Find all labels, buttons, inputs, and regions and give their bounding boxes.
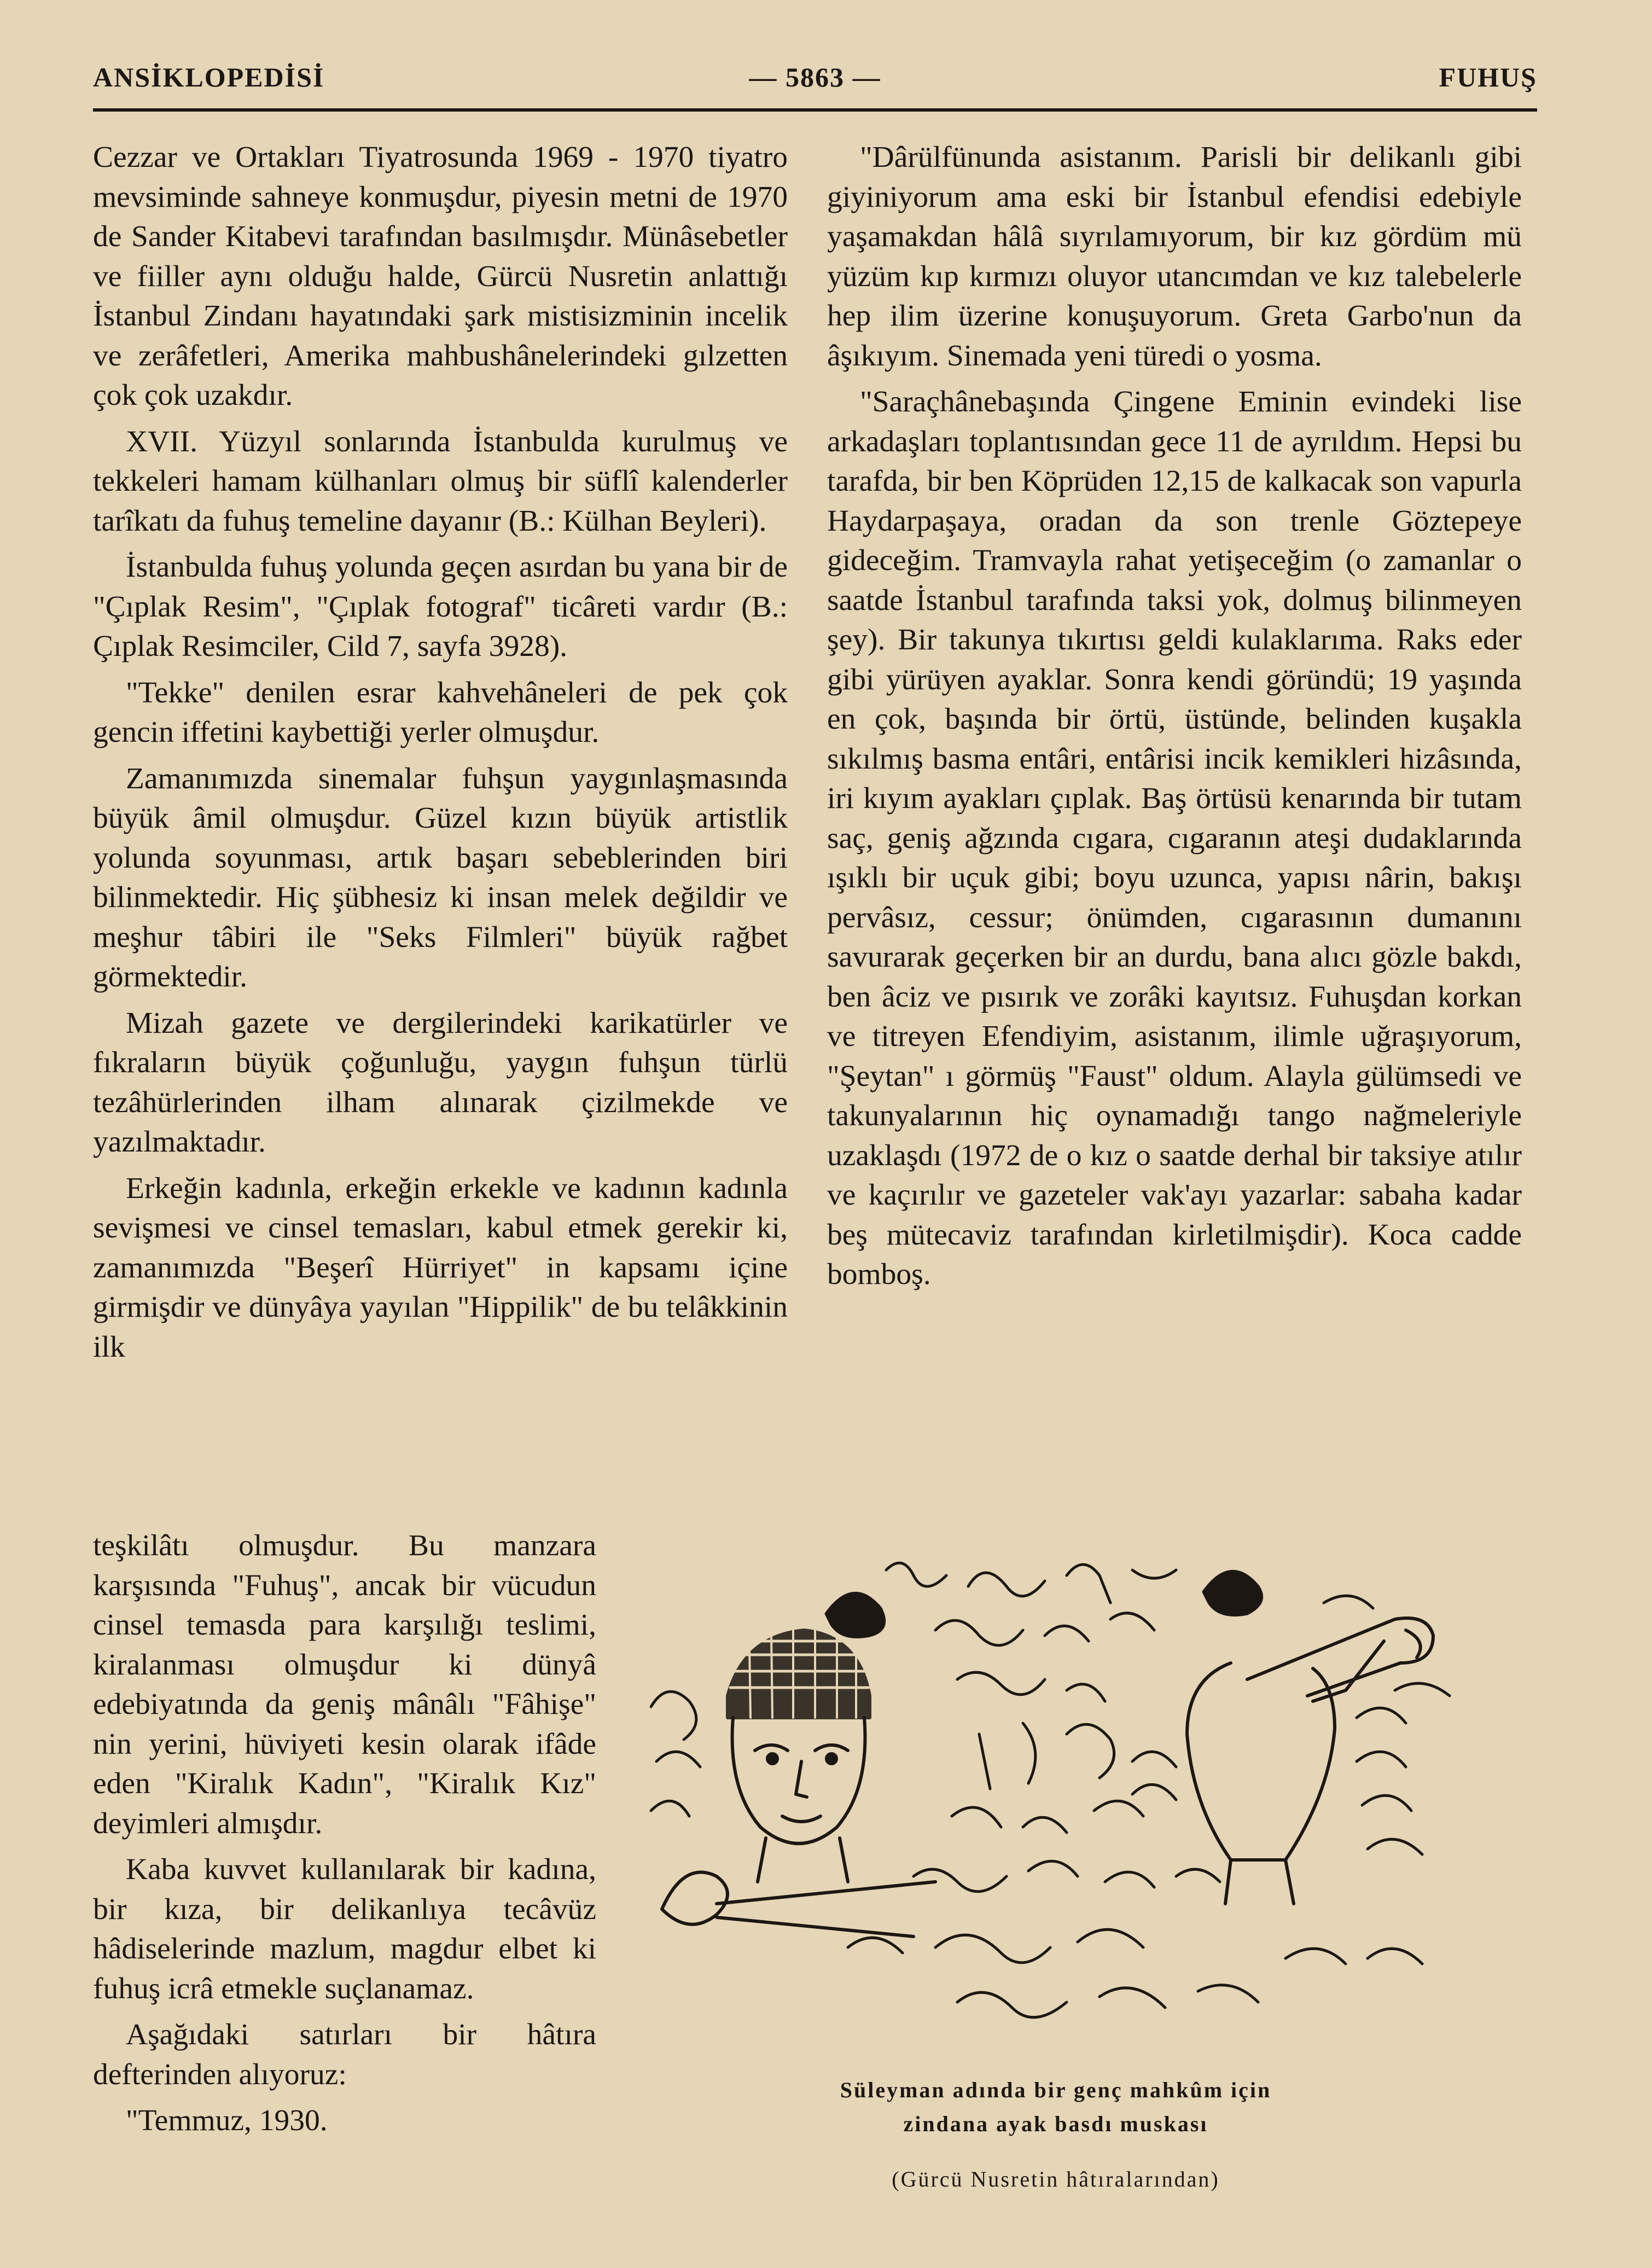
left-column-narrow <box>93 1526 596 2148</box>
amulet-illustration <box>629 1554 1482 2062</box>
paragraph: Erkeğin kadınla, erkeğin erkekle ve kadının kadınla sevişmesi ve cinsel temasları, kabul etmek gerekir ki, zamanımızda "Beşerî Hürriyet" in kapsamı içine girmişdir ve dünyâya yayılan "Hippilik" de bu telâkkinin ilk <box>93 1171 788 1364</box>
paragraph: "Saraçhânebaşında Çingene Eminin evindeki lise arkadaşları toplantısından gece 11 de ayrıldım. Hepsi bu tarafda, bir ben Köprüden 12,15 de kalkacak son vapurla Haydarpaşaya, oradan da son trenle Göztepeye gideceğim. Tramvayla rahat yetişeceğim (o zamanlar o saatde İstanbul tarafında taksi yok, dolmuş bilinmeyen şey). Bir takunya tıkırtısı geldi kulaklarıma. Raks eder gibi yürüyen ayaklar. Sonra kendi göründü; 19 yaşında en çok, başında bir örtü, üstünde, belinden kuşakla sıkılmış basma entâri, entârisi incik kemikleri hizâsında, iri kıyım ayakları çıplak. Baş örtüsü kenarında bir tutam saç, geniş ağzında cıgara, cıgaranın ateşi dudaklarında ışıklı bir uçuk gibi; boyu uzunca, yapısı nârin, bakışı pervâsız, cessur; önümden, cıgarasının dumanını savurarak geçerken bir an durdu, bana alıcı gözle bakdı, ben âciz ve pısırık ve zorâki kayıtsız. Fuhuşdan korkan ve titreyen Efendiyim, asistanım, ilimle uğraşıyorum, "Şeytan" ı görmüş "Faust" oldum. Alayla gülümsedi ve takunyalarının hiç oynamadığı tango nağmeleriyle uzaklaşdı (1972 de o kız o saatde derhal bir taksiye atılır ve kaçırılır ve gazeteler vak'ayı yazarlar: sabaha kadar beş mütecaviz tarafından kirletilmişdir). Koca cadde bomboş. <box>827 385 1522 1291</box>
paragraph: XVII. Yüzyıl sonlarında İstanbulda kurulmuş ve tekkeleri hamam külhanları olmuş bir süflî kalenderler tarîkatı da fuhuş temeline dayanır (B.: Külhan Beyleri). <box>93 424 788 538</box>
paragraph: Zamanımızda sinemalar fuhşun yaygınlaşmasında büyük âmil olmuşdur. Güzel kızın büyük artistlik yolunda soyunması, artık başarı sebeblerinden biri bilinmektedir. Hiç şübhesiz ki insan melek değildir ve meşhur tâbiri ile "Seks Filmleri" büyük rağbet görmektedir. <box>93 761 788 993</box>
caption-line: zindana ayak basdı muskası <box>903 2112 1208 2136</box>
figure-credit: (Gürcü Nusretin hâtıralarından) <box>892 2167 1220 2191</box>
paragraph: İstanbulda fuhuş yolunda geçen asırdan bu yana bir de "Çıplak Resim", "Çıplak fotograf" ticâreti vardır (B.: Çıplak Resimciler, Cild 7, sayfa 3928). <box>93 550 788 663</box>
header-entry-title: FUHUŞ <box>1439 62 1537 92</box>
paragraph: "Temmuz, 1930. <box>126 2104 328 2137</box>
left-loop-ornament <box>662 1872 935 1937</box>
header-encyclopedia-name: ANSİKLOPEDİSİ <box>93 62 325 92</box>
header-rule <box>93 108 1537 112</box>
caption-line: Süleyman adında bir genç mahkûm için <box>840 2078 1272 2102</box>
paragraph: "Dârülfünunda asistanım. Parisli bir delikanlı gibi giyiniyorum ama eski bir İstanbul efendisi edebiyle yaşamakdan hâlâ sıyrılamıyorum, bir kız gördüm mü yüzüm kıp kırmızı oluyor utancımdan ve kız talebelerle hep ilim üzerine konuşuyorum. Greta Garbo'nun da âşıkıyım. Sinemada yeni türedi o yosma. <box>827 141 1522 373</box>
young-man-drawing <box>728 1630 870 1882</box>
page-number: — 5863 — <box>749 62 881 92</box>
hand-drawing <box>1187 1618 1433 1904</box>
paragraph: Kaba kuvvet kullanılarak bir kadına, bir kıza, bir delikanlıya tecâvüz hâdiselerinde mazlum, magdur elbet ki fuhuş icrâ etmekle suçlanamaz. <box>93 1853 596 2005</box>
calligraphy-strokes <box>651 1563 1450 2017</box>
page-header <box>93 61 1537 105</box>
paragraph: Aşağıdaki satırları bir hâtıra defterinden alıyoruz: <box>93 2018 596 2091</box>
paragraph: Mizah gazete ve dergilerindeki karikatürler ve fıkraların büyük çoğunluğu, yaygın fuhşun türlü tezâhürlerinden ilham alınarak çizilmekde ve yazılmaktadır. <box>93 1006 788 1159</box>
paragraph: Cezzar ve Ortakları Tiyatrosunda 1969 - 1970 tiyatro mevsiminde sahneye konmuşdur, piyesin metni de 1970 de Sander Kitabevi tarafından basılmışdır. Münâsebetler ve fiiller aynı olduğu halde, Gürcü Nusretin anlattığı İstanbul Zindanı hayatındaki şark mistisizminin incelik ve zerâfetleri, Amerika mahbushânelerindeki gılzetten çok çok uzakdır. <box>93 141 788 412</box>
figure-caption <box>629 2073 1482 2141</box>
paragraph: teşkilâtı olmuşdur. Bu manzara karşısında "Fuhuş", ancak bir vücudun cinsel temasda para karşılığı teslimi, kiralanması olmuşdur ki dünyâ edebiyatında da geniş mânâlı "Fâhişe" nin yerini, hüviyeti kesin olarak ifâde eden "Kiralık Kadın", "Kiralık Kız" deyimleri almışdır. <box>93 1529 596 1840</box>
paragraph: "Tekke" denilen esrar kahvehâneleri de pek çok gencin iffetini kaybettiği yerler olmuşdur. <box>93 676 788 749</box>
left-column <box>93 138 788 1374</box>
right-column <box>827 138 1522 1301</box>
